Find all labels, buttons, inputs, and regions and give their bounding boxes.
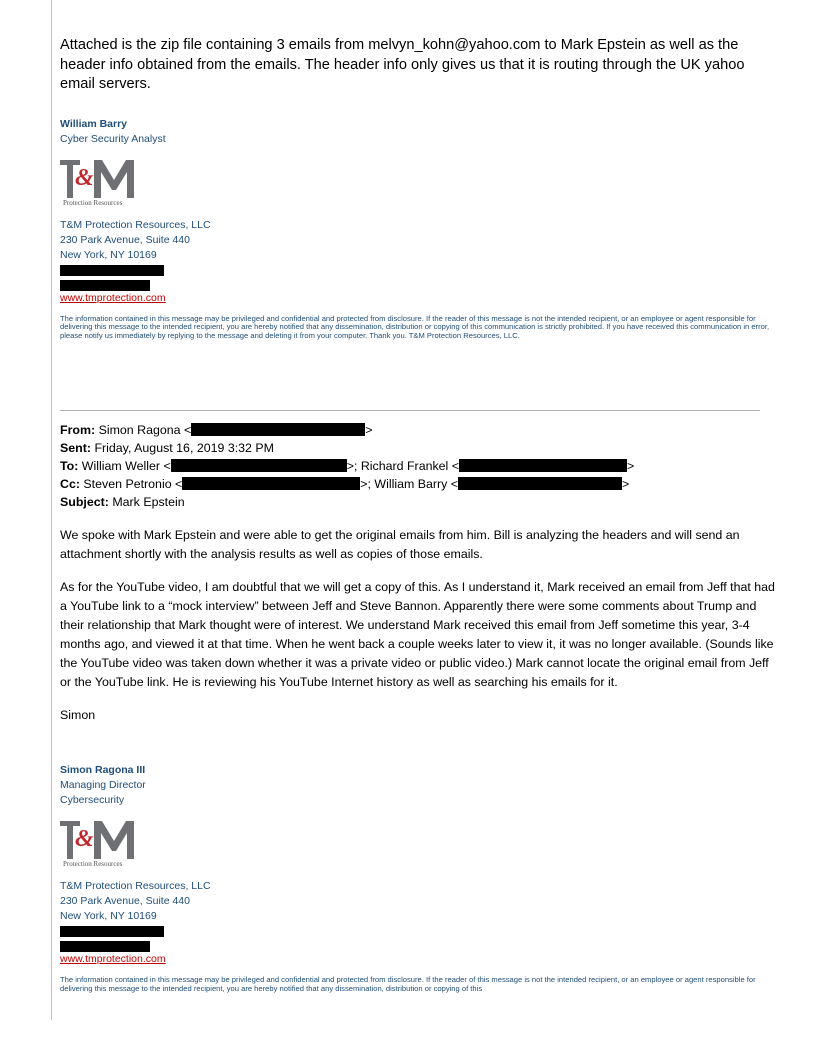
from-row	[60, 421, 780, 439]
quote-bar	[51, 0, 52, 1020]
body-paragraph-2: As for the YouTube video, I am doubtful that we will get a copy of this. As I understand it, Mark received an email from Jeff that had a YouTube link to a “mock interview” between Jeff and Steve Bannon. Apparently there were some comments about Trump and their relationship that Mark thought were of interest. We understand Mark received this email from Jeff sometime this year, 3-4 months ago, and viewed it at that time. When he went back a couple weeks later to view it, it was no longer available. (Sounds like the YouTube video was taken down whether it was a private video or public video.) Mark cannot locate the original email from Jeff or the YouTube link. He is reviewing his YouTube Internet history as well as searching his emails for it.	[60, 580, 775, 689]
address-line-1: 230 Park Avenue, Suite 440	[60, 233, 190, 246]
svg-text:&: &	[75, 826, 94, 852]
company-logo	[60, 160, 150, 208]
website-link[interactable]: www.tmprotection.com	[60, 953, 166, 965]
tm-logo-icon	[60, 821, 144, 859]
redaction-box	[60, 941, 150, 952]
signature-title: Managing Director	[60, 779, 146, 791]
message-top	[60, 36, 780, 340]
signature-name: William Barry	[60, 117, 128, 130]
redaction-box	[182, 477, 360, 490]
signature-title: Cyber Security Analyst	[60, 132, 166, 145]
sent-label: Sent:	[60, 441, 91, 455]
redaction-box	[191, 423, 365, 436]
signoff: Simon	[60, 708, 96, 722]
redaction-box	[459, 459, 627, 472]
subject-row	[60, 493, 780, 511]
signature-name: Simon Ragona III	[60, 764, 146, 776]
website-link[interactable]: www.tmprotection.com	[60, 291, 166, 304]
redaction-box	[60, 265, 164, 276]
intro-paragraph: Attached is the zip file containing 3 emails from melvyn_kohn@yahoo.com to Mark Epstein as well as the header info obtained from the emails. The header info only gives us that it is routing through the UK yahoo email servers.	[60, 37, 745, 92]
logo-subtitle: Protection Resources	[63, 860, 123, 868]
redaction-box	[171, 459, 347, 472]
to-value: William Weller <	[81, 459, 171, 473]
redaction-box	[60, 280, 150, 291]
subject-label: Subject:	[60, 495, 109, 509]
logo-subtitle: Protection Resources	[63, 198, 123, 207]
to-label: To:	[60, 459, 79, 473]
body-paragraph-1: We spoke with Mark Epstein and were able to get the original emails from him. Bill is analyzing the headers and will send an attachment shortly with the analysis results as well as copies of those emails.	[60, 528, 740, 561]
subject-value: Mark Epstein	[112, 495, 185, 509]
cc-end: >	[622, 477, 630, 491]
cc-row	[60, 475, 780, 493]
to-row	[60, 457, 780, 475]
from-end: >	[365, 423, 373, 437]
cc-separator: >; William Barry <	[360, 477, 459, 491]
signature-department: Cybersecurity	[60, 794, 125, 806]
disclaimer-text: The information contained in this message may be privileged and confidential and protected from disclosure. If the reader of this message is not the intended recipient, or an employee or agent responsible for delivering this message to the intended recipient, you are hereby notified that any dissemination, distribution or copying of this communication is strictly prohibited. If you have received this communication in error, please notify us immediately by replying to the message and deleting it from your computer. Thank you. T&M Protection Resources, LLC.	[60, 313, 770, 340]
signature-william-barry	[60, 117, 780, 341]
signature-simon-ragona	[60, 763, 780, 993]
divider	[60, 410, 760, 411]
tm-logo-icon	[60, 160, 144, 198]
redaction-box	[60, 926, 164, 937]
cc-value: Steven Petronio <	[83, 477, 183, 491]
to-end: >	[627, 459, 635, 473]
email-body	[60, 526, 780, 739]
sent-value: Friday, August 16, 2019 3:32 PM	[94, 441, 274, 455]
company-name: T&M Protection Resources, LLC	[60, 218, 211, 231]
disclaimer-text: The information contained in this message may be privileged and confidential and protected from disclosure. If the reader of this message is not the intended recipient, or an employee or agent responsible for delivering this message to the intended recipient, you are hereby notified that any dissemination, distribution or copying of this	[60, 975, 756, 993]
cc-label: Cc:	[60, 477, 80, 491]
email-header	[60, 421, 780, 511]
svg-text:&: &	[75, 164, 94, 191]
address-line-2: New York, NY 10169	[60, 910, 157, 922]
redaction-box	[458, 477, 622, 490]
from-value: Simon Ragona <	[98, 423, 192, 437]
company-name: T&M Protection Resources, LLC	[60, 880, 211, 892]
address-line-2: New York, NY 10169	[60, 248, 157, 261]
to-separator: >; Richard Frankel <	[346, 459, 459, 473]
company-logo	[60, 821, 150, 869]
sent-row	[60, 439, 780, 457]
from-label: From:	[60, 423, 96, 437]
address-line-1: 230 Park Avenue, Suite 440	[60, 895, 190, 907]
